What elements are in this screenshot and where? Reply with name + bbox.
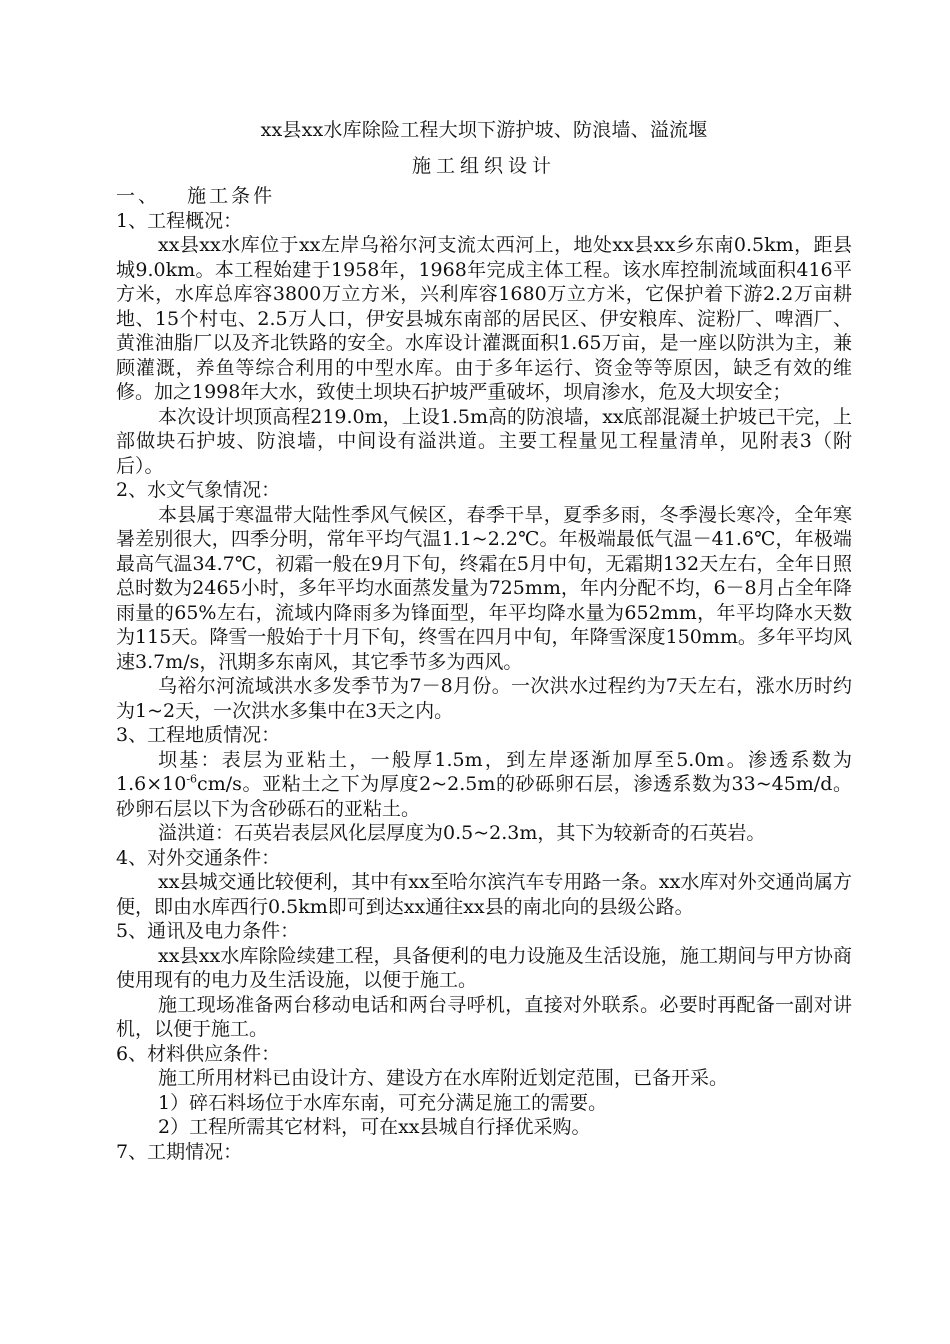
- document-title: xx县xx水库除险工程大坝下游护坡、防浪墙、溢流堰: [260, 119, 708, 141]
- paragraph-spillway-geology: 溢洪道：石英岩表层风化层厚度为0.5~2.3m，其下为较新奇的石英岩。: [158, 822, 766, 844]
- heading-project-overview: 1、工程概况：: [116, 209, 243, 232]
- dam-foundation-text-a: 坝基：表层为亚粘土，一般厚1.5m，到左岸逐渐加厚至5.0m。渗透系数为1.6×10: [116, 748, 852, 795]
- dam-foundation-text-b: cm/s。亚粘土之下为厚度2~2.5m的砂砾卵石层，渗透系数为33~45m/d。砂卵石层以下为含砂砾石的亚粘土。: [116, 773, 852, 820]
- paragraph-dam-foundation: [116, 748, 852, 822]
- paragraph-communication: 施工现场准备两台移动电话和两台寻呼机，直接对外联系。必要时再配备一副对讲机，以便于施工。: [116, 993, 852, 1040]
- paragraph-flood-season: 乌裕尔河流域洪水多发季节为7－8月份。一次洪水过程约为7天左右，涨水历时约为1~2天，一次洪水多集中在3天之内。: [116, 675, 852, 722]
- heading-hydrology-climate: 2、水文气象情况：: [116, 479, 281, 501]
- paragraph-material-supply: 施工所用材料已由设计方、建设方在水库附近划定范围，已备开采。: [158, 1067, 729, 1089]
- paragraph-project-overview: xx县xx水库位于xx左岸乌裕尔河支流太西河上，地处xx县xx乡东南0.5km，距县城9.0km。本工程始建于1958年，1968年完成主体工程。该水库控制流域面积416平方米，水库总库容3800万立方米，兴利库容1680万立方米，它保护着下游2.2万亩耕地、15个村屯、2.5万人口，伊安县城东南部的居民区、伊安粮库、淀粉厂、啤酒厂、黄淮油脂厂以及齐北铁路的安全。水库设计灌溉面积1.65万亩，是一座以防洪为主，兼顾灌溉，养鱼等综合利用的中型水库。由于多年运行、资金等等原因，缺乏有效的维修。加之1998年大水，致使土坝块石护坡严重破坏，坝肩渗水，危及大坝安全；: [116, 234, 852, 403]
- list-item-other-materials: 2）工程所需其它材料，可在xx县城自行择优采购。: [158, 1116, 591, 1138]
- heading-schedule: 7、工期情况：: [116, 1140, 243, 1163]
- paragraph-power: xx县xx水库除险续建工程，具备便利的电力设施及生活设施，施工期间与甲方协商使用现有的电力及生活设施，以便于施工。: [116, 944, 852, 991]
- document-page: [116, 112, 852, 1164]
- exponent: -6: [186, 772, 198, 786]
- heading-material-supply: 6、材料供应条件：: [116, 1042, 281, 1065]
- list-item-gravel: 1）碎石料场位于水库东南，可充分满足施工的需要。: [158, 1091, 608, 1114]
- section-heading-construction-conditions: 一、 施工条件: [116, 185, 276, 207]
- document-subtitle: 施工组织设计: [411, 155, 556, 177]
- paragraph-design-elevation: 本次设计坝顶高程219.0m，上设1.5m高的防浪墙，xx底部混凝土护坡已干完，上部做块石护坡、防浪墙，中间设有溢洪道。主要工程量见工程量清单，见附表3（附后）。: [116, 405, 852, 477]
- heading-communication-power: 5、通讯及电力条件：: [116, 920, 300, 942]
- heading-geology: 3、工程地质情况：: [116, 724, 281, 746]
- heading-transport: 4、对外交通条件：: [116, 846, 281, 869]
- paragraph-climate: 本县属于寒温带大陆性季风气候区，春季干旱，夏季多雨，冬季漫长寒冷，全年寒暑差别很大，四季分明，常年平均气温1.1~2.2℃。年极端最低气温－41.6℃，年极端最高气温34.7℃，初霜一般在9月下旬，终霜在5月中旬，无霜期132天左右，全年日照总时数为2465小时，多年平均水面蒸发量为725mm，年内分配不均，6－8月占全年降雨量的65%左右，流域内降雨多为锋面型，年平均降水量为652mm，年平均降水天数为115天。降雪一般始于十月下旬，终雪在四月中旬，年降雪深度150mm。多年平均风速3.7m/s，汛期多东南风，其它季节多为西风。: [116, 503, 852, 673]
- paragraph-transport: xx县城交通比较便利，其中有xx至哈尔滨汽车专用路一条。xx水库对外交通尚属方便，即由水库西行0.5km即可到达xx通往xx县的南北向的县级公路。: [116, 871, 852, 918]
